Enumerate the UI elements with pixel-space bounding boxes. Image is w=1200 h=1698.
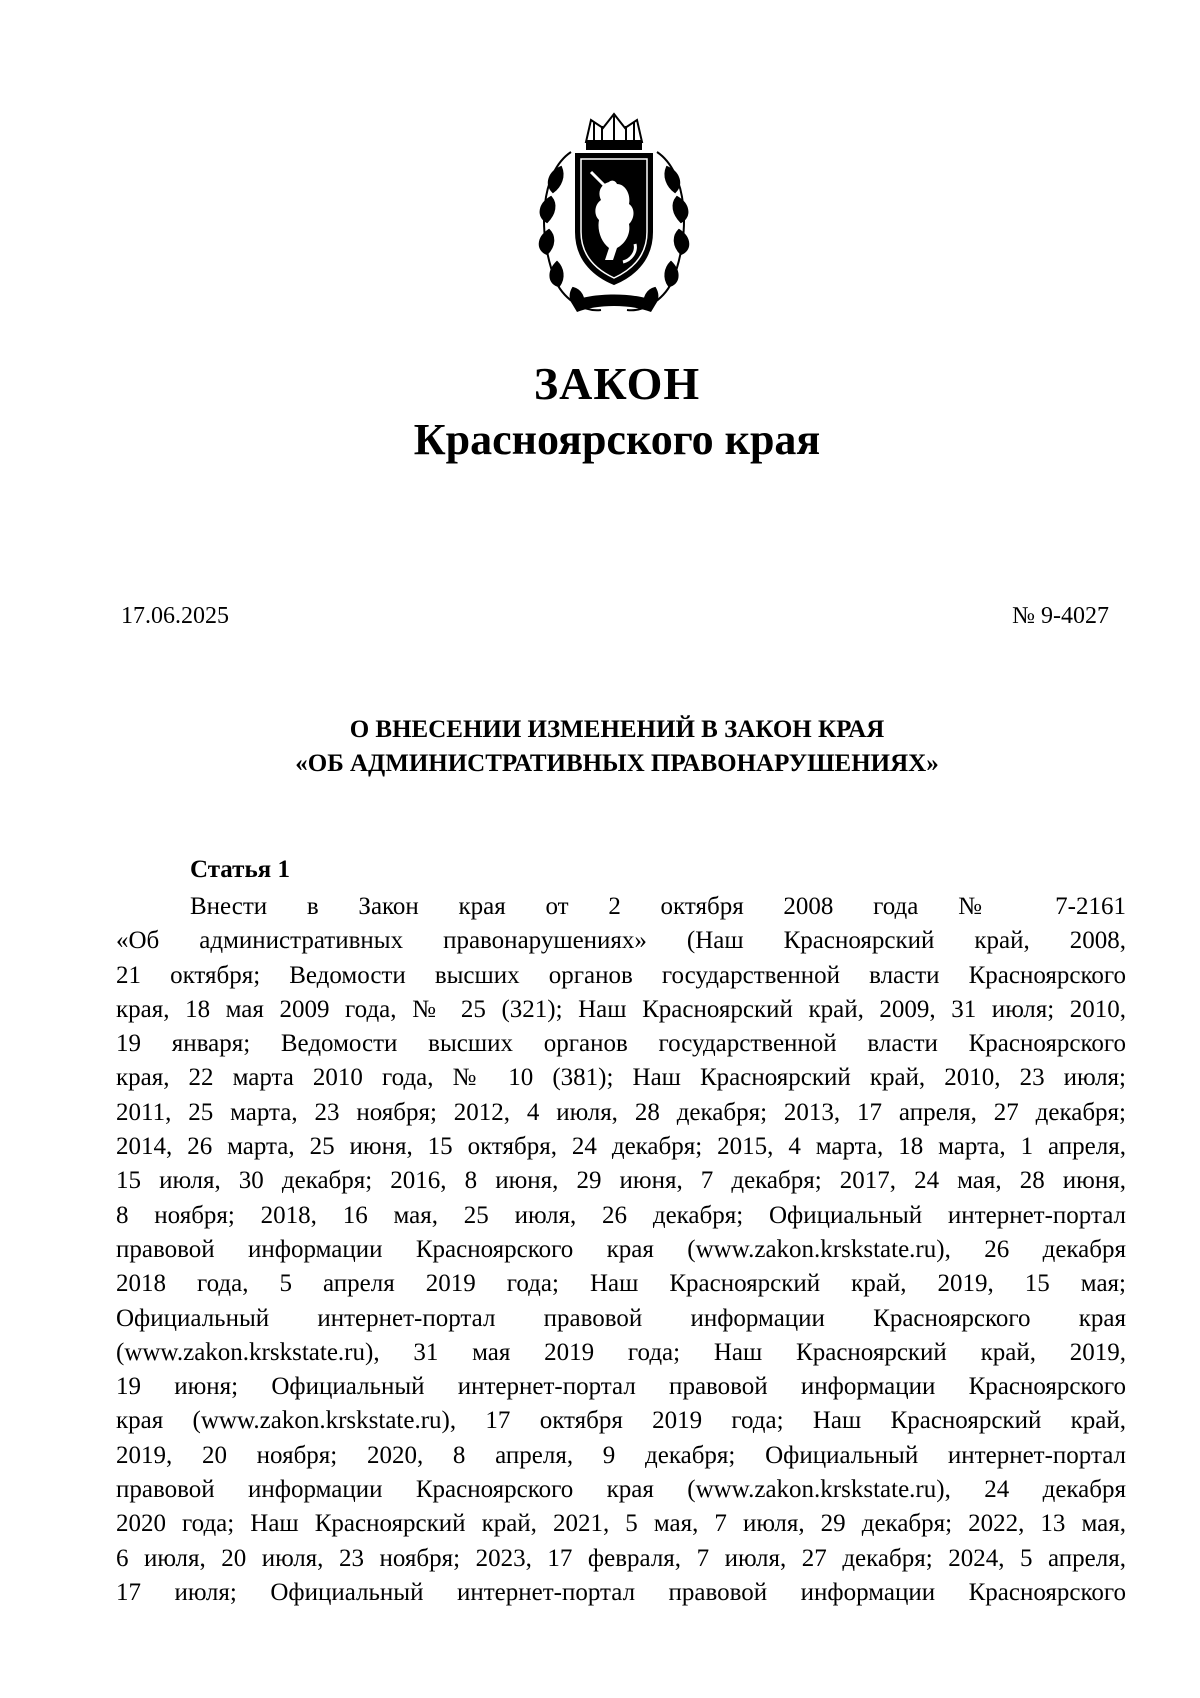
crown-icon <box>586 114 642 150</box>
article-line: 21 октября; Ведомости высших органов государственной власти Красноярского <box>116 961 1126 989</box>
article-line: 2019, 20 ноября; 2020, 8 апреля, 9 декабря; Официальный интернет-портал <box>116 1441 1126 1469</box>
article-line: края, 18 мая 2009 года, № 25 (321); Наш Красноярский край, 2009, 31 июля; 2010, <box>116 995 1126 1023</box>
article-line: 2020 года; Наш Красноярский край, 2021, 5 мая, 7 июля, 29 декабря; 2022, 13 мая, <box>116 1510 1126 1538</box>
article-line: Внести в Закон края от 2 октября 2008 года № 7-2161 <box>190 893 1126 920</box>
article-line: 2014, 26 марта, 25 июня, 15 октября, 24 декабря; 2015, 4 марта, 18 марта, 1 апреля, <box>116 1133 1126 1161</box>
article-line: 19 января; Ведомости высших органов государственной власти Красноярского <box>116 1030 1126 1058</box>
article-line: 8 ноября; 2018, 16 мая, 25 июля, 26 декабря; Официальный интернет-портал <box>116 1201 1126 1229</box>
article-line: 15 июля, 30 декабря; 2016, 8 июня, 29 июня, 7 декабря; 2017, 24 мая, 28 июня, <box>116 1167 1126 1195</box>
article-line: 2018 года, 5 апреля 2019 года; Наш Красноярский край, 2019, 15 мая; <box>116 1270 1126 1298</box>
coat-of-arms-emblem-icon <box>531 112 697 320</box>
article-title: Статья 1 <box>190 856 290 883</box>
article-line: (www.zakon.krskstate.ru), 31 мая 2019 года; Наш Красноярский край, 2019, <box>116 1338 1126 1366</box>
law-heading-line-2: «ОБ АДМИНИСТРАТИВНЫХ ПРАВОНАРУШЕНИЯХ» <box>295 750 939 777</box>
article-line: 17 июля; Официальный интернет-портал правовой информации Красноярского <box>116 1578 1126 1606</box>
article-line: края, 22 марта 2010 года, № 10 (381); Наш Красноярский край, 2010, 23 июля; <box>116 1064 1126 1092</box>
article-line: Официальный интернет-портал правовой информации Красноярского края <box>116 1304 1126 1332</box>
article-line: 6 июля, 20 июля, 23 ноября; 2023, 17 февраля, 7 июля, 27 декабря; 2024, 5 апреля, <box>116 1544 1126 1572</box>
article-line: 2011, 25 марта, 23 ноября; 2012, 4 июля, 28 декабря; 2013, 17 апреля, 27 декабря; <box>116 1098 1126 1126</box>
document-subtitle: Красноярского края <box>413 415 821 464</box>
law-heading <box>0 713 1200 781</box>
article-line: края (www.zakon.krskstate.ru), 17 октября 2019 года; Наш Красноярский край, <box>116 1407 1126 1435</box>
article-line: правовой информации Красноярского края (www.zakon.krskstate.ru), 26 декабря <box>116 1235 1126 1263</box>
document-date: 17.06.2025 <box>121 603 229 629</box>
document-title-block <box>0 356 1200 468</box>
article-line: 19 июня; Официальный интернет-портал правовой информации Красноярского <box>116 1373 1126 1401</box>
article-line: «Об административных правонарушениях» (Наш Красноярский край, 2008, <box>116 927 1126 955</box>
document-title: ЗАКОН <box>533 358 701 409</box>
article-body <box>116 890 1126 1610</box>
document-number: № 9-4027 <box>1012 603 1109 629</box>
article-line: правовой информации Красноярского края (www.zakon.krskstate.ru), 24 декабря <box>116 1476 1126 1504</box>
law-heading-line-1: О ВНЕСЕНИИ ИЗМЕНЕНИЙ В ЗАКОН КРАЯ <box>349 716 885 743</box>
